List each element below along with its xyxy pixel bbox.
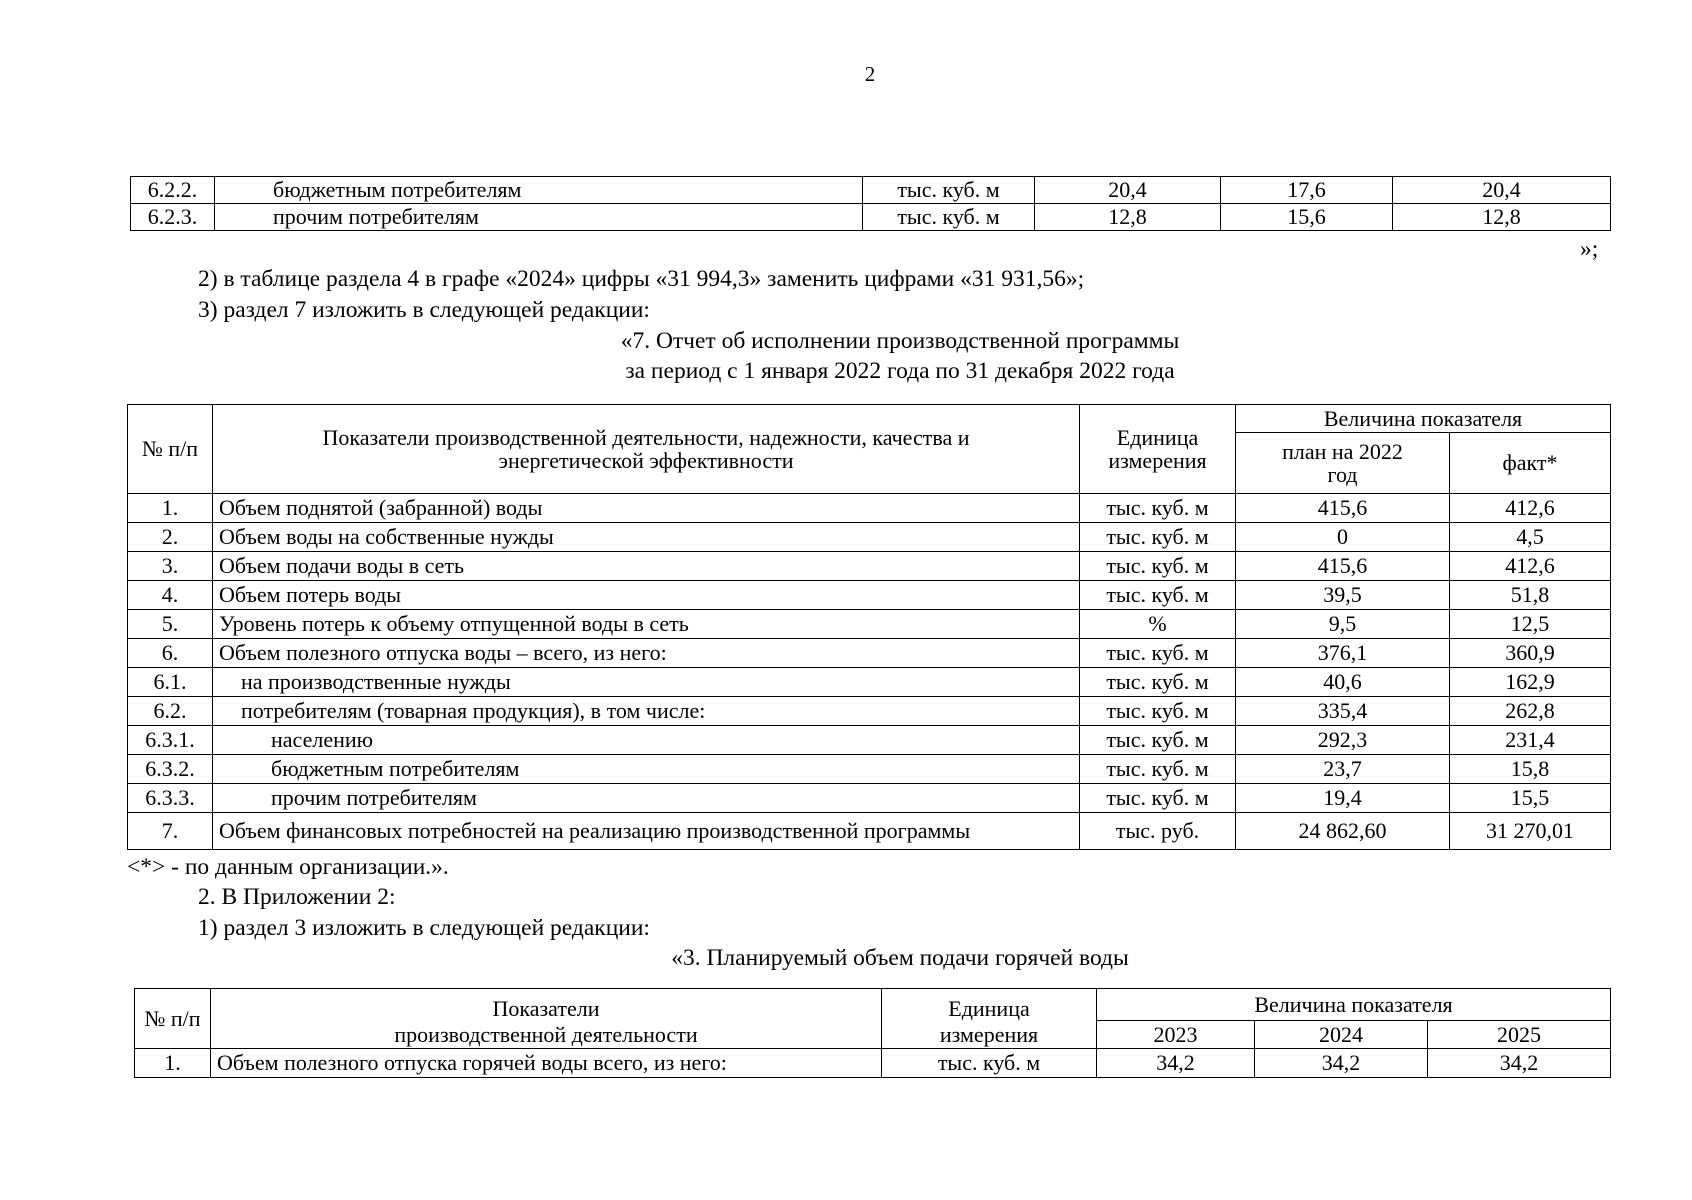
table-header-row	[135, 989, 1611, 1021]
table-row	[128, 552, 1611, 581]
section7-table	[127, 404, 1611, 850]
row-fact: 4,5	[1450, 523, 1611, 552]
row-unit: тыс. куб. м	[1080, 697, 1236, 726]
row-number: 1.	[135, 1049, 211, 1078]
row-plan: 415,6	[1236, 552, 1450, 581]
table-row	[128, 755, 1611, 784]
row-value: 34,2	[1428, 1049, 1611, 1078]
header-year: 2024	[1255, 1021, 1428, 1049]
row-number: 6.3.2.	[128, 755, 213, 784]
row-value: 15,6	[1221, 204, 1393, 231]
table-row	[131, 204, 1611, 231]
header-year: 2025	[1428, 1021, 1611, 1049]
row-name: бюджетным потребителям	[213, 755, 1080, 784]
header-indicators-line2: производственной деятельности	[211, 1021, 882, 1049]
row-number: 2.	[128, 523, 213, 552]
row-unit: тыс. куб. м	[1080, 581, 1236, 610]
row-plan: 9,5	[1236, 610, 1450, 639]
table-row	[135, 1049, 1611, 1078]
row-fact: 31 270,01	[1450, 813, 1611, 850]
row-plan: 292,3	[1236, 726, 1450, 755]
table-row	[128, 697, 1611, 726]
row-name: Объем финансовых потребностей на реализацию производственной программы	[213, 813, 1080, 850]
row-name: прочим потребителям	[213, 784, 1080, 813]
row-name: потребителям (товарная продукция), в том числе:	[213, 697, 1080, 726]
row-unit: тыс. куб. м	[1080, 494, 1236, 523]
footnote: <*> - по данным организации.».	[127, 854, 449, 880]
row-value: 12,8	[1035, 204, 1221, 231]
row-unit: тыс. куб. м	[1080, 726, 1236, 755]
row-unit: тыс. руб.	[1080, 813, 1236, 850]
row-name: прочим потребителям	[215, 204, 863, 231]
table-row	[128, 523, 1611, 552]
row-number: 6.2.2.	[131, 177, 215, 204]
row-plan: 23,7	[1236, 755, 1450, 784]
row-number: 6.2.3.	[131, 204, 215, 231]
row-fact: 15,8	[1450, 755, 1611, 784]
row-unit: %	[1080, 610, 1236, 639]
row-number: 6.	[128, 639, 213, 668]
row-number: 6.2.	[128, 697, 213, 726]
table-row	[128, 784, 1611, 813]
header-value: Величина показателя	[1097, 989, 1611, 1021]
row-unit: тыс. куб. м	[1080, 552, 1236, 581]
top-table	[130, 176, 1611, 231]
row-value: 20,4	[1393, 177, 1611, 204]
row-number: 3.	[128, 552, 213, 581]
paragraph-3: 3) раздел 7 изложить в следующей редакции:	[198, 297, 650, 323]
row-value: 34,2	[1097, 1049, 1255, 1078]
row-name: Объем полезного отпуска горячей воды всего, из него:	[211, 1049, 882, 1078]
row-value: 20,4	[1035, 177, 1221, 204]
row-number: 6.3.1.	[128, 726, 213, 755]
row-name: на производственные нужды	[213, 668, 1080, 697]
row-number: 6.1.	[128, 668, 213, 697]
row-fact: 412,6	[1450, 552, 1611, 581]
section7-title-line2: за период с 1 января 2022 года по 31 декабря 2022 года	[625, 358, 1175, 384]
row-number: 7.	[128, 813, 213, 850]
row-unit: тыс. куб. м	[1080, 639, 1236, 668]
row-unit: тыс. куб. м	[863, 177, 1035, 204]
row-fact: 412,6	[1450, 494, 1611, 523]
row-plan: 24 862,60	[1236, 813, 1450, 850]
row-unit: тыс. куб. м	[1080, 755, 1236, 784]
header-unit-line2: измерения	[882, 1021, 1097, 1049]
row-name: Уровень потерь к объему отпущенной воды в сеть	[213, 610, 1080, 639]
header-number: № п/п	[135, 989, 211, 1049]
row-fact: 231,4	[1450, 726, 1611, 755]
row-fact: 15,5	[1450, 784, 1611, 813]
row-unit: тыс. куб. м	[1080, 784, 1236, 813]
row-unit: тыс. куб. м	[1080, 523, 1236, 552]
header-fact: факт*	[1450, 433, 1611, 494]
row-name: Объем поднятой (забранной) воды	[213, 494, 1080, 523]
row-name: Объем потерь воды	[213, 581, 1080, 610]
header-indicators-line1: Показатели	[211, 989, 882, 1021]
row-fact: 262,8	[1450, 697, 1611, 726]
paragraph-appendix-2: 2. В Приложении 2:	[198, 884, 396, 910]
header-year: 2023	[1097, 1021, 1255, 1049]
row-number: 5.	[128, 610, 213, 639]
table-row	[128, 668, 1611, 697]
row-name: Объем полезного отпуска воды – всего, из него:	[213, 639, 1080, 668]
row-fact: 162,9	[1450, 668, 1611, 697]
header-unit: Единица измерения	[1080, 405, 1236, 494]
header-number: № п/п	[128, 405, 213, 494]
table-row	[128, 639, 1611, 668]
table-row	[128, 494, 1611, 523]
header-unit-line1: Единица	[882, 989, 1097, 1021]
header-value: Величина показателя	[1236, 405, 1611, 433]
row-name: Объем воды на собственные нужды	[213, 523, 1080, 552]
table-header-row	[135, 1021, 1611, 1049]
section3-table	[134, 988, 1611, 1078]
row-fact: 360,9	[1450, 639, 1611, 668]
table-header-row	[128, 405, 1611, 433]
row-plan: 335,4	[1236, 697, 1450, 726]
row-number: 1.	[128, 494, 213, 523]
table-row	[128, 813, 1611, 850]
row-unit: тыс. куб. м	[1080, 668, 1236, 697]
section3-title: «3. Планируемый объем подачи горячей воды	[671, 945, 1129, 971]
row-plan: 19,4	[1236, 784, 1450, 813]
table-row	[131, 177, 1611, 204]
row-unit: тыс. куб. м	[863, 204, 1035, 231]
section7-title-line1: «7. Отчет об исполнении производственной программы	[620, 328, 1180, 354]
row-value: 12,8	[1393, 204, 1611, 231]
row-name: населению	[213, 726, 1080, 755]
row-name: бюджетным потребителям	[215, 177, 863, 204]
closing-quote: »;	[1580, 236, 1599, 262]
header-indicators: Показатели производственной деятельности, надежности, качества и энергетической эффективности	[213, 405, 1080, 494]
paragraph-appendix-2-item-1: 1) раздел 3 изложить в следующей редакции:	[198, 915, 650, 941]
row-plan: 39,5	[1236, 581, 1450, 610]
row-number: 6.3.3.	[128, 784, 213, 813]
row-fact: 12,5	[1450, 610, 1611, 639]
row-name: Объем подачи воды в сеть	[213, 552, 1080, 581]
row-fact: 51,8	[1450, 581, 1611, 610]
page-number: 2	[864, 62, 876, 86]
row-number: 4.	[128, 581, 213, 610]
paragraph-2: 2) в таблице раздела 4 в графе «2024» цифры «31 994,3» заменить цифрами «31 931,56»;	[198, 266, 1085, 292]
row-plan: 0	[1236, 523, 1450, 552]
row-value: 34,2	[1255, 1049, 1428, 1078]
header-plan: план на 2022 год	[1236, 433, 1450, 494]
row-plan: 40,6	[1236, 668, 1450, 697]
table-row	[128, 581, 1611, 610]
row-value: 17,6	[1221, 177, 1393, 204]
row-unit: тыс. куб. м	[882, 1049, 1097, 1078]
row-plan: 376,1	[1236, 639, 1450, 668]
table-row	[128, 610, 1611, 639]
row-plan: 415,6	[1236, 494, 1450, 523]
table-row	[128, 726, 1611, 755]
